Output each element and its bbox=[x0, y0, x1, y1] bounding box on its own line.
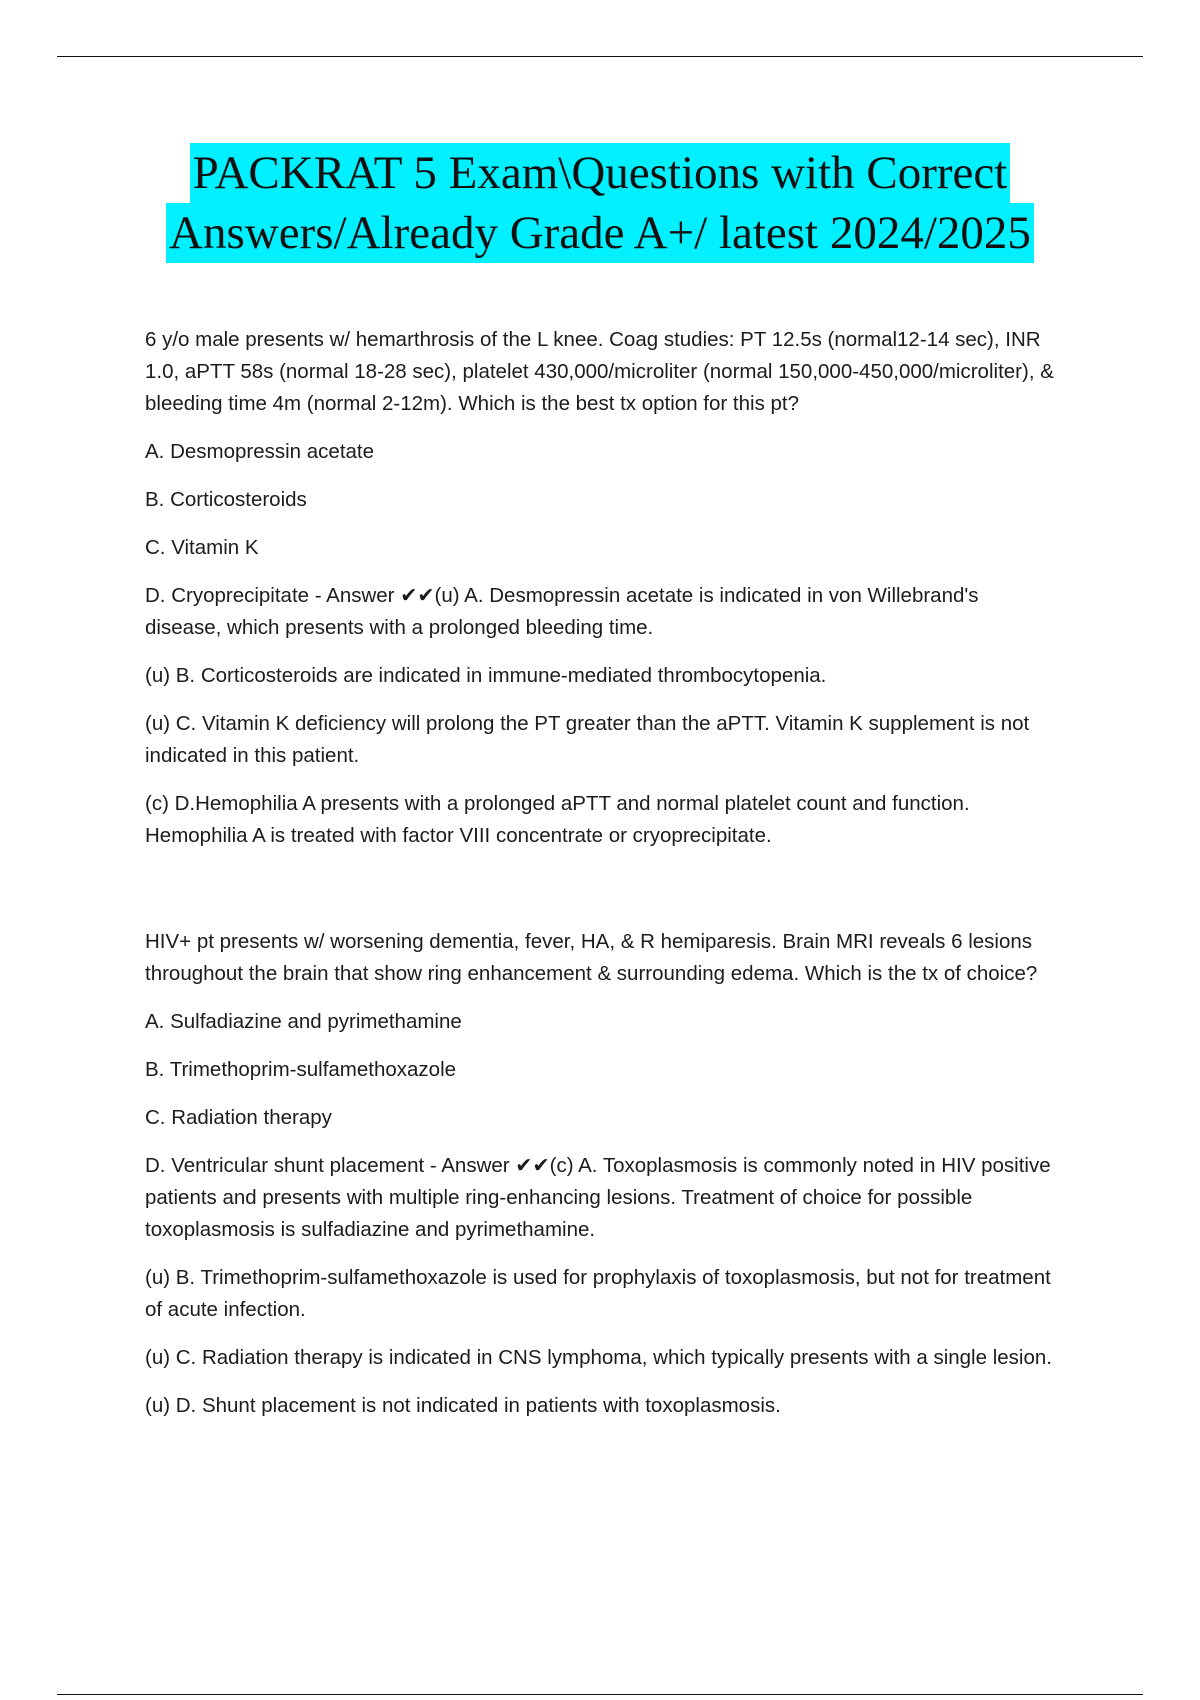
question-block-2 bbox=[145, 926, 1060, 1422]
title-line-1: PACKRAT 5 Exam\Questions with Correct bbox=[190, 143, 1011, 203]
explanation: (u) D. Shunt placement is not indicated in patients with toxoplasmosis. bbox=[145, 1394, 781, 1417]
answer-option-with-answer: D. Cryoprecipitate - Answer ✔✔(u) A. Desmopressin acetate is indicated in von Willebrand's disease, which presents with a prolonged bleeding time. bbox=[145, 584, 979, 639]
answer-option: A. Desmopressin acetate bbox=[145, 440, 375, 463]
explanation: (u) B. Corticosteroids are indicated in immune-mediated thrombocytopenia. bbox=[145, 664, 827, 687]
bottom-rule bbox=[57, 1694, 1143, 1695]
explanation: (u) C. Radiation therapy is indicated in CNS lymphoma, which typically presents with a single lesion. bbox=[145, 1346, 1052, 1369]
answer-option: B. Corticosteroids bbox=[145, 488, 307, 511]
question-stem: HIV+ pt presents w/ worsening dementia, fever, HA, & R hemiparesis. Brain MRI reveals 6 lesions throughout the brain that show ring enhancement & surrounding edema. Which is the tx of choice? bbox=[145, 930, 1038, 985]
explanation: (u) B. Trimethoprim-sulfamethoxazole is used for prophylaxis of toxoplasmosis, but not for treatment of acute infection. bbox=[145, 1266, 1051, 1321]
title-line-2: Answers/Already Grade A+/ latest 2024/2025 bbox=[166, 203, 1034, 263]
question-stem: 6 y/o male presents w/ hemarthrosis of the L knee. Coag studies: PT 12.5s (normal12-14 sec), INR 1.0, aPTT 58s (normal 18-28 sec), platelet 430,000/microliter (normal 150,000-450,000/microliter), & bleeding time 4m (normal 2-12m). Which is the best tx option for this pt? bbox=[145, 328, 1054, 415]
top-rule bbox=[57, 56, 1143, 57]
answer-option: C. Vitamin K bbox=[145, 536, 259, 559]
explanation: (u) C. Vitamin K deficiency will prolong the PT greater than the aPTT. Vitamin K supplement is not indicated in this patient. bbox=[145, 712, 1030, 767]
document-body bbox=[145, 324, 1060, 1438]
answer-option-with-answer: D. Ventricular shunt placement - Answer ✔✔(c) A. Toxoplasmosis is commonly noted in HIV positive patients and presents with multiple ring-enhancing lesions. Treatment of choice for possible toxoplasmosis is sulfadiazine and pyrimethamine. bbox=[145, 1154, 1051, 1241]
answer-option: C. Radiation therapy bbox=[145, 1106, 332, 1129]
answer-option: A. Sulfadiazine and pyrimethamine bbox=[145, 1010, 462, 1033]
explanation: (c) D.Hemophilia A presents with a prolonged aPTT and normal platelet count and function. Hemophilia A is treated with factor VIII concentrate or cryoprecipitate. bbox=[145, 792, 970, 847]
document-title bbox=[0, 143, 1200, 263]
question-block-1 bbox=[145, 324, 1060, 852]
question-separator bbox=[145, 868, 1060, 926]
answer-option: B. Trimethoprim-sulfamethoxazole bbox=[145, 1058, 457, 1081]
